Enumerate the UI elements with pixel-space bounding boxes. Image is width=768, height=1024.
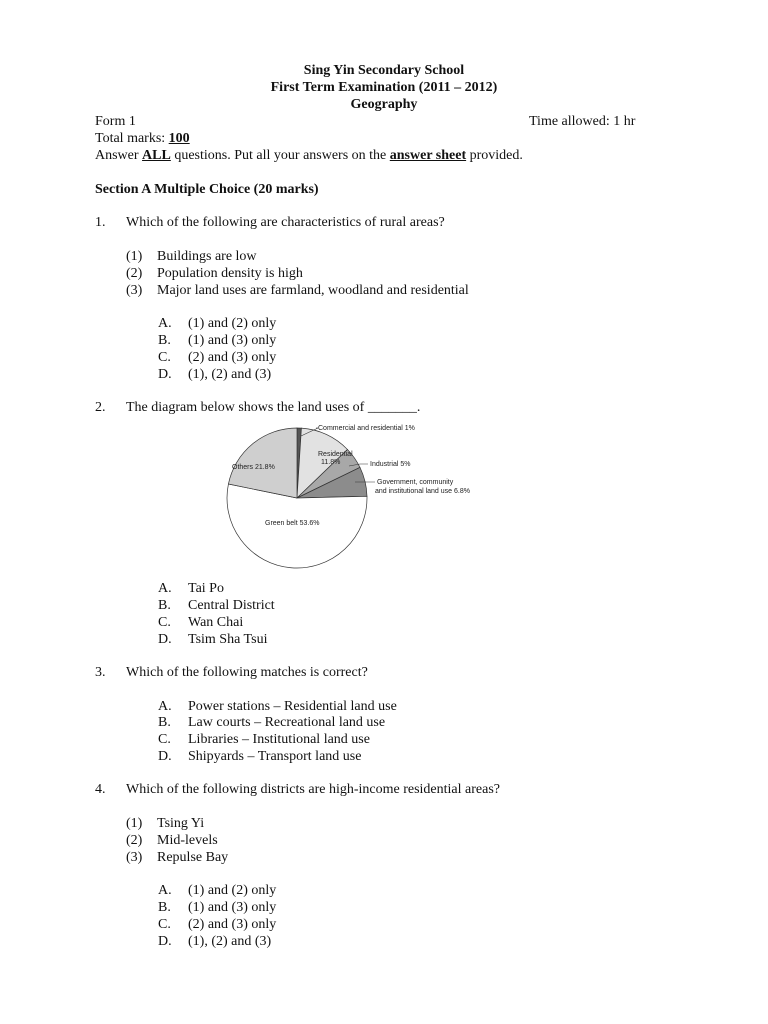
statement-number: (3): [126, 283, 143, 298]
option-letter: C.: [158, 917, 171, 932]
land-use-pie-chart: [222, 420, 480, 572]
label-green-belt: Green belt 53.6%: [265, 520, 320, 527]
instructions-part-2: questions. Put all your answers on the: [170, 148, 390, 163]
statement-text: Buildings are low: [157, 249, 257, 264]
option-letter: C.: [158, 732, 171, 747]
instructions: [95, 147, 523, 164]
option-text: Tai Po: [188, 581, 224, 596]
option-letter: D.: [158, 934, 172, 949]
question-number: 1.: [95, 215, 106, 230]
question-number: 2.: [95, 400, 106, 415]
option-letter: B.: [158, 715, 171, 730]
option-text: (1) and (2) only: [188, 316, 277, 331]
option-text: (1), (2) and (3): [188, 367, 272, 382]
exam-title: First Term Examination (2011 – 2012): [270, 80, 498, 95]
statement-text: Population density is high: [157, 266, 303, 281]
option-text: Central District: [188, 598, 275, 613]
instructions-part-1: Answer: [95, 148, 143, 163]
statement-text: Repulse Bay: [157, 850, 229, 865]
option-text: Wan Chai: [188, 615, 244, 630]
question-number: 4.: [95, 782, 106, 797]
statement-text: Tsing Yi: [157, 816, 205, 831]
option-text: Power stations – Residential land use: [188, 699, 397, 714]
question-text: Which of the following matches is correct?: [126, 665, 368, 680]
instructions-answer-sheet: answer sheet: [389, 148, 467, 163]
option-letter: A.: [158, 581, 172, 596]
option-letter: A.: [158, 316, 172, 331]
option-letter: D.: [158, 632, 172, 647]
statement-text: Mid-levels: [157, 833, 218, 848]
option-letter: B.: [158, 900, 171, 915]
school-name: Sing Yin Secondary School: [303, 63, 465, 78]
question-text: Which of the following are characteristics of rural areas?: [126, 215, 445, 230]
form-label: Form 1: [95, 114, 136, 129]
section-a-title: Section A Multiple Choice (20 marks): [95, 182, 319, 197]
total-marks-value: 100: [168, 131, 190, 146]
label-government: Government, community: [377, 479, 454, 486]
option-letter: B.: [158, 598, 171, 613]
option-letter: A.: [158, 883, 172, 898]
option-text: (1) and (3) only: [188, 900, 277, 915]
total-marks-label: Total marks:: [95, 131, 169, 146]
option-letter: B.: [158, 333, 171, 348]
option-text: Shipyards – Transport land use: [188, 749, 362, 764]
time-allowed: Time allowed: 1 hr: [529, 114, 636, 129]
statement-number: (2): [126, 833, 143, 848]
label-others: Others 21.8%: [232, 464, 275, 471]
instructions-part-3: provided.: [466, 148, 523, 163]
option-text: (1), (2) and (3): [188, 934, 272, 949]
option-text: (2) and (3) only: [188, 917, 277, 932]
option-letter: C.: [158, 350, 171, 365]
option-text: Law courts – Recreational land use: [188, 715, 386, 730]
option-letter: D.: [158, 367, 172, 382]
label-industrial: Industrial 5%: [370, 461, 411, 468]
label-residential-value: 11.8%: [321, 459, 341, 466]
question-text: The diagram below shows the land uses of _______.: [126, 400, 421, 415]
statement-number: (3): [126, 850, 143, 865]
label-residential: Residential: [318, 451, 353, 458]
option-text: (2) and (3) only: [188, 350, 277, 365]
option-text: (1) and (3) only: [188, 333, 277, 348]
statement-number: (2): [126, 266, 143, 281]
option-text: Tsim Sha Tsui: [188, 632, 268, 647]
option-letter: C.: [158, 615, 171, 630]
question-text: Which of the following districts are high-income residential areas?: [126, 782, 500, 797]
option-text: Libraries – Institutional land use: [188, 732, 370, 747]
subject-title: Geography: [350, 97, 418, 112]
statement-text: Major land uses are farmland, woodland and residential: [157, 283, 469, 298]
label-commercial: Commercial and residential 1%: [318, 425, 415, 432]
statement-number: (1): [126, 816, 143, 831]
statement-number: (1): [126, 249, 143, 264]
pie-slices: [227, 428, 367, 568]
question-number: 3.: [95, 665, 106, 680]
label-government-value: and institutional land use 6.8%: [375, 488, 470, 495]
option-letter: A.: [158, 699, 172, 714]
total-marks: [95, 130, 190, 147]
option-letter: D.: [158, 749, 172, 764]
option-text: (1) and (2) only: [188, 883, 277, 898]
instructions-all: ALL: [142, 148, 171, 163]
